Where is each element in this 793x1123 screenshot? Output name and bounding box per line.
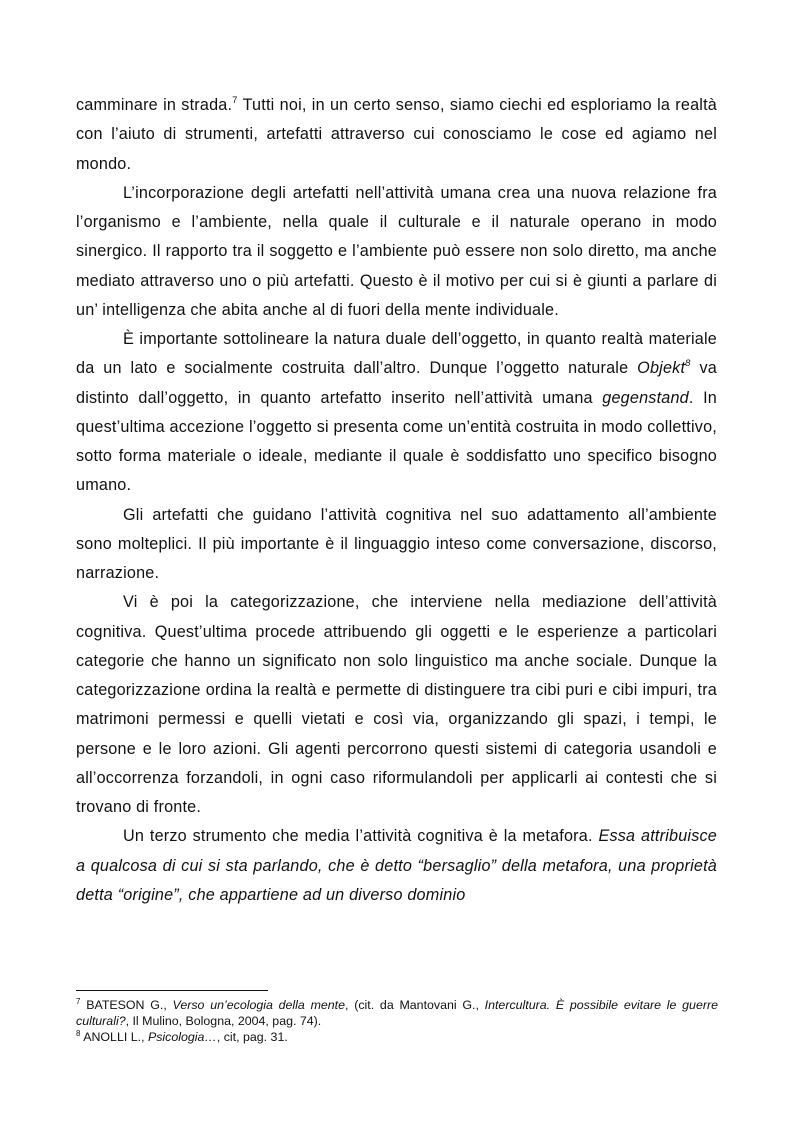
footnote-number: 8 [76, 1028, 81, 1038]
text-segment: Gli artefatti che guidano l’attività cognitiva nel suo adattamento all’ambiente sono molteplici. Il più importante è il linguaggio inteso come conversazione, discorso, narrazione. [76, 505, 717, 582]
text-segment: Un terzo strumento che media l’attività cognitiva è la metafora. [123, 827, 599, 846]
text-segment: Vi è poi la categorizzazione, che interviene nella mediazione dell’attività cognitiva. Quest’ultima procede attribuendo gli oggetti e le esperienze a particolari categorie che hanno un significato non solo linguistico ma anche sociale. Dunque la categorizzazione ordina la realtà e permette di distinguere tra cibi puri e cibi impuri, tra matrimoni permessi e quelli vietati e così via, organizzando gli spazi, i tempi, le persone e le loro azioni. Gli agenti percorrono questi sistemi di categoria usandoli e all’occorrenza forzandoli, in ogni caso riformulandoli per applicarli ai contesti che si trovano di fronte. [76, 593, 717, 816]
footnote-separator [76, 990, 268, 991]
footnote-title: Verso un’ecologia della mente [172, 998, 346, 1012]
footnote-text: , Il Mulino, Bologna, 2004, pag. 74). [125, 1014, 322, 1028]
paragraph [76, 822, 717, 910]
footnote-number: 7 [76, 996, 81, 1006]
footnote-ref-8[interactable] [685, 358, 690, 369]
text-segment: camminare in strada. [76, 96, 233, 114]
body-text [76, 91, 717, 910]
italic-term: gegenstand [602, 388, 689, 407]
paragraph [76, 325, 717, 501]
footnote-ref-7[interactable]: 7 [232, 94, 238, 106]
text-segment: Tutti noi, in un certo senso, siamo ciechi ed esploriamo la realtà con l’aiuto di strumenti, artefatti attraverso cui conosciamo le cose ed agiamo nel mondo. [76, 96, 717, 173]
footnote-title: Psicologia… [147, 1030, 217, 1044]
paragraph [76, 501, 717, 589]
footnotes [76, 997, 718, 1045]
footnote-text: , cit, pag. 31. [216, 1030, 288, 1044]
footnote-text: BATESON G., [80, 998, 173, 1012]
footnote-title: Intercultura. È possibile evitare le guerre culturali? [76, 998, 718, 1028]
italic-term: Objekt [637, 359, 686, 378]
text-segment: va distinto dall’oggetto, in quanto artefatto inserito nell’attività umana [76, 359, 717, 407]
footnote-text: ANOLLI L., [80, 1030, 148, 1044]
footnote-7 [76, 997, 718, 1029]
italic-quote: Essa attribuisce a qualcosa di cui si sta parlando, che è detto “bersaglio” della metafora, una proprietà detta “origine”, che appartiene ad un diverso dominio [76, 827, 717, 904]
footnote-text: , (cit. da Mantovani G., [345, 998, 485, 1012]
text-segment: . In quest’ultima accezione l’oggetto si presenta come un’entità costruita in modo collettivo, sotto forma materiale o ideale, mediante il quale è soddisfatto uno specifico bisogno umano. [76, 388, 718, 495]
paragraph [76, 179, 717, 325]
paragraph [76, 91, 717, 179]
text-segment: L’incorporazione degli artefatti nell’attività umana crea una nuova relazione fra l’organismo e l’ambiente, nella quale il culturale e il naturale operano in modo sinergico. Il rapporto tra il soggetto e l’ambiente può essere non solo diretto, ma anche mediato attraverso uno o più artefatti. Questo è il motivo per cui si è giunti a parlare di un’ intelligenza che abita anche al di fuori della mente individuale. [76, 183, 717, 319]
footnote-ref-8-number: 8 [685, 357, 691, 369]
paragraph [76, 588, 717, 822]
footnote-8 [76, 1029, 718, 1045]
text-segment: È importante sottolineare la natura duale dell’oggetto, in quanto realtà materiale da un lato e socialmente costruita dall’altro. Dunque l’oggetto naturale [76, 330, 717, 378]
